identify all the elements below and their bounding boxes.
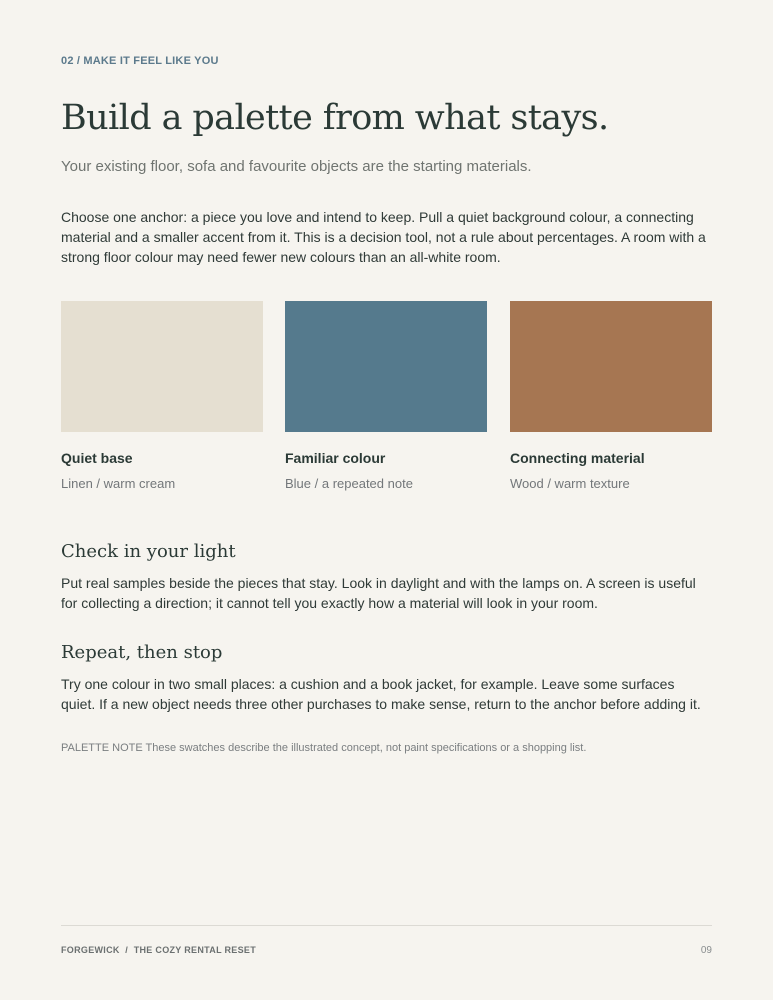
swatch-name: Connecting material — [510, 450, 645, 466]
intro-paragraph: Choose one anchor: a piece you love and intend to keep. Pull a quiet background colour, a connecting material and a smaller accent from it. This is a decision tool, not a rule about percentages. A room with a strong floor colour may need fewer new colours than an all-white room. — [61, 209, 706, 265]
swatch-chip — [510, 301, 712, 432]
swatch-quiet-base — [61, 301, 263, 491]
swatch-familiar-colour — [285, 301, 487, 491]
swatch-chip — [61, 301, 263, 432]
footer-divider — [61, 925, 712, 926]
palette-note: PALETTE NOTE These swatches describe the illustrated concept, not paint specifications or a shopping list. — [61, 742, 587, 754]
section-heading-light: Check in your light — [61, 541, 236, 562]
swatch-connecting-material — [510, 301, 712, 491]
swatch-description: Wood / warm texture — [510, 476, 630, 491]
swatch-description: Blue / a repeated note — [285, 476, 413, 491]
section-body-repeat: Try one colour in two small places: a cushion and a book jacket, for example. Leave some surfaces quiet. If a new object needs three other purchases to make sense, return to the anchor before adding it. — [61, 676, 701, 712]
section-heading-repeat: Repeat, then stop — [61, 642, 223, 663]
swatch-name: Familiar colour — [285, 450, 386, 466]
footer-publication: FORGEWICK / THE COZY RENTAL RESET — [61, 945, 257, 955]
swatch-description: Linen / warm cream — [61, 476, 176, 491]
page-number: 09 — [700, 945, 712, 956]
page-title: Build a palette from what stays. — [61, 98, 609, 138]
section-kicker: 02 / MAKE IT FEEL LIKE YOU — [61, 55, 219, 67]
page — [61, 0, 712, 1000]
section-body-light: Put real samples beside the pieces that stay. Look in daylight and with the lamps on. A screen is useful for collecting a direction; it cannot tell you exactly how a material will look in your room. — [61, 575, 696, 611]
palette-swatches — [61, 301, 712, 501]
swatch-name: Quiet base — [61, 450, 133, 466]
page-subtitle: Your existing floor, sofa and favourite objects are the starting materials. — [61, 158, 532, 175]
swatch-chip — [285, 301, 487, 432]
